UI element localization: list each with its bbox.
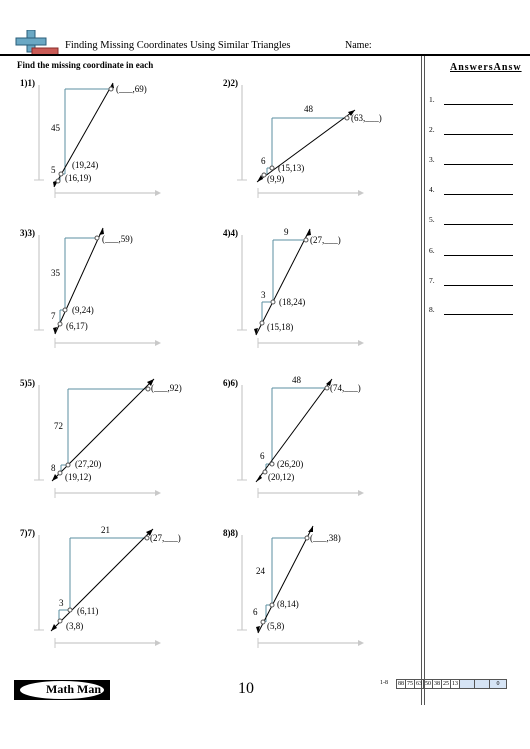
logo-icon [14,30,60,56]
problem-8 [220,525,420,665]
score-cell: 88 [398,681,404,687]
answer-number: 6. [429,246,435,255]
score-cell: 63 [416,681,422,687]
small-rise-label: 8 [51,463,56,473]
problem-2 [220,75,420,215]
column-divider [421,56,422,705]
math-man-logo [14,680,110,700]
top-point-label: (27,___) [150,533,181,543]
top-point-label: (27,___) [310,235,341,245]
mid-point-label: (26,20) [277,459,304,469]
run-label: 9 [284,227,289,237]
score-cell: 13 [452,681,458,687]
run-label: 48 [304,104,313,114]
top-point-label: (74,___) [330,383,361,393]
answer-number: 4. [429,185,435,194]
answer-number: 5. [429,215,435,224]
rise-label: 45 [51,123,60,133]
problem-4 [220,225,420,365]
score-cell [475,680,490,689]
bottom-point-label: (5,8) [267,621,285,631]
worksheet-title: Finding Missing Coordinates Using Similar Triangles [65,40,291,51]
problem-6 [220,375,420,515]
rise-label: 72 [54,421,63,431]
small-rise-label: 6 [253,607,258,617]
problem-3 [17,225,217,365]
problem-number: 7)7) [20,528,35,538]
score-cell: 50 [425,681,431,687]
bottom-point-label: (9,9) [267,174,285,184]
mid-point-label: (8,14) [277,599,299,609]
mid-point-label: (18,24) [279,297,306,307]
answer-blank[interactable] [444,224,513,225]
top-point-label: (___,92) [151,383,182,393]
column-divider [424,56,425,705]
run-label: 21 [101,525,110,535]
answer-blank[interactable] [444,314,513,315]
score-key-table [396,679,507,689]
name-label: Name: [345,40,372,51]
small-rise-label: 7 [51,311,56,321]
answer-blank[interactable] [444,164,513,165]
answer-blank[interactable] [444,194,513,195]
bottom-point-label: (3,8) [66,621,84,631]
instructions: Find the missing coordinate in each [17,60,154,70]
rise-label: 35 [51,268,60,278]
bottom-point-label: (15,18) [267,322,294,332]
small-rise-label: 6 [260,451,265,461]
problem-number: 8)8) [223,528,238,538]
bottom-point-label: (20,12) [268,472,295,482]
problem-7 [17,525,217,665]
answer-number: 2. [429,125,435,134]
answer-blank[interactable] [444,285,513,286]
problem-1 [17,75,217,215]
mid-point-label: (9,24) [72,305,94,315]
run-label: 48 [292,375,301,385]
bottom-point-label: (6,17) [66,321,88,331]
small-rise-label: 3 [261,290,266,300]
bottom-point-label: (16,19) [65,173,92,183]
problem-number: 1)1) [20,78,35,88]
problem-number: 6)6) [223,378,238,388]
answer-number: 1. [429,95,435,104]
score-cell: 0 [490,680,507,689]
score-cell: 25 [443,681,449,687]
score-cell [460,680,475,689]
score-cell: 75 [407,681,413,687]
answers-heading: AnswersAnsw [450,62,522,73]
bottom-point-label: (19,12) [65,472,92,482]
mid-point-label: (19,24) [72,160,99,170]
top-point-label: (63,___) [351,113,382,123]
problem-5 [17,375,217,515]
answer-blank[interactable] [444,134,513,135]
small-rise-label: 3 [59,598,64,608]
answer-number: 7. [429,276,435,285]
top-point-label: (___,69) [116,84,147,94]
score-cell: 38 [434,681,440,687]
logo-text: Math Man [46,682,101,696]
small-rise-label: 5 [51,165,56,175]
mid-point-label: (15,13) [278,163,305,173]
answer-number: 8. [429,305,435,314]
top-point-label: (___,59) [102,234,133,244]
small-rise-label: 6 [261,156,266,166]
mid-point-label: (6,11) [77,606,99,616]
header-divider [0,54,530,56]
top-point-label: (___,38) [310,533,341,543]
problem-number: 5)5) [20,378,35,388]
answer-number: 3. [429,155,435,164]
answer-blank[interactable] [444,104,513,105]
mid-point-label: (27,20) [75,459,102,469]
problem-number: 3)3) [20,228,35,238]
problem-number: 2)2) [223,78,238,88]
score-range: 1-8 [380,680,388,686]
answer-blank[interactable] [444,255,513,256]
rise-label: 24 [256,566,265,576]
problem-number: 4)4) [223,228,238,238]
page-number: 10 [238,680,254,697]
